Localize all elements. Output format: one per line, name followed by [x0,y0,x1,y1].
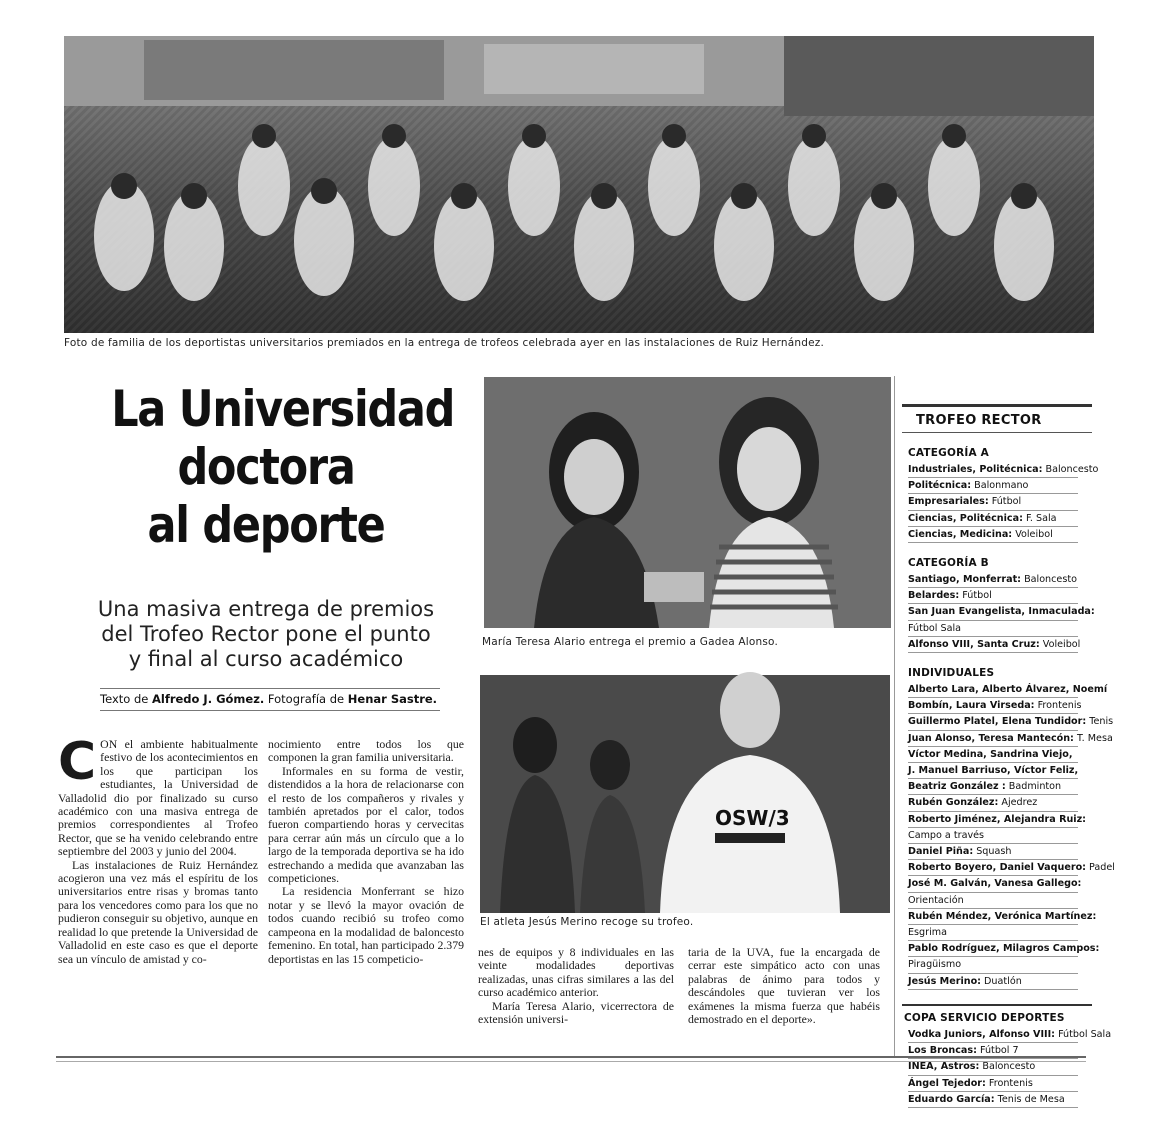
body-paragraph: La residencia Monferrant se hizo notar y se llevó la mayor ovación de todos cuando recibió su trofeo como campeona en la modalidad de baloncesto femenino. En total, han participado 2.379 deportistas en las 15 competicio- [268,884,464,966]
sidebar-trofeo-rector [902,404,1115,1108]
sidebar-item [908,1076,1078,1092]
sidebar-item [908,1092,1078,1108]
sidebar-item-winner: San Juan Evangelista, Inmaculada: [908,606,1095,618]
sidebar-item-winner: Beatriz González : [908,781,1006,793]
byline [100,692,437,706]
sidebar-item-sport: Tenis de Mesa [994,1093,1065,1105]
sidebar-item-sport: Fútbol Sala [1055,1028,1112,1040]
headline-line-2: doctora [177,438,355,496]
sidebar-item-sport: Squash [973,846,1012,858]
sidebar-item-sport: Badminton [1005,781,1062,793]
sidebar-item [908,812,1087,828]
sidebar-item [908,909,1097,925]
sidebar-item [908,747,1078,763]
sidebar-item [908,795,1078,811]
sidebar-item-winner: Pablo Rodríguez, Milagros Campos: [908,943,1100,955]
sidebar-item-sport: Fútbol 7 [976,1045,1019,1057]
sidebar-item [908,588,1078,604]
photo-award-alario-caption: María Teresa Alario entrega el premio a Gadea Alonso. [482,636,779,648]
sidebar-item [908,941,1100,957]
sidebar-item-sport: F. Sala [1022,512,1057,524]
body-column-1 [58,732,258,966]
sidebar-item [908,957,1078,973]
sidebar-item [908,511,1078,527]
sidebar-item-winner: Juan Alonso, Teresa Mantecón: [908,732,1074,744]
sidebar-item [908,844,1078,860]
sidebar-section-heading: CATEGORÍA B [908,557,989,570]
sidebar-item-winner: Alberto Lara, Alberto Álvarez, Noemí [908,684,1108,696]
sidebar-item-winner: Alfonso VIII, Santa Cruz: [908,638,1040,650]
shirt-text: OSW/3 [715,806,790,830]
sidebar-item [908,494,1078,510]
sidebar-item-sport: Baloncesto [1021,574,1077,586]
sidebar-item-winner: Politécnica: [908,480,972,492]
sidebar-item [908,731,1113,747]
sidebar-item-winner: Los Broncas: [908,1045,977,1057]
body-column-4 [688,946,880,1026]
sidebar-item [908,828,1078,844]
sidebar-item-sport: Orientación [908,894,964,906]
sidebar-item-sport: Baloncesto [979,1061,1036,1073]
sidebar-item-winner: Ciencias, Medicina: [908,528,1013,540]
sidebar-item [908,860,1115,876]
sidebar-title: TROFEO RECTOR [902,404,1092,433]
sidebar-section-heading: INDIVIDUALES [908,667,995,680]
sidebar-item [908,572,1078,588]
byline-photographer: Henar Sastre. [347,692,438,706]
drop-cap: C [58,732,97,792]
sidebar-item-winner: Belardes: [908,590,960,602]
photo-athlete-merino-caption: El atleta Jesús Merino recoge su trofeo. [480,916,694,928]
subheadline-line-1: Una masiva entrega de premios [97,597,435,621]
sidebar-item-sport: Voleibol [1039,638,1081,650]
subheadline-line-2: del Trofeo Rector pone el punto [101,622,431,646]
sidebar-section-heading: COPA SERVICIO DEPORTES [902,1004,1092,1024]
sidebar-item-sport: Duatlón [981,975,1022,987]
sidebar-item [908,637,1081,653]
sidebar-item [908,478,1078,494]
sidebar-item [908,714,1114,730]
sidebar-item-sport: Balonmano [971,480,1029,492]
sidebar-item [908,876,1082,892]
group-photo-illustration [64,36,1094,333]
headline [111,380,455,554]
body-paragraph: nes de equipos y 8 individuales en las veinte modalidades deportivas realizadas, unas cifras similares a las del curso académico anterior. [478,945,674,1000]
photo-athlete-merino-illustration [480,675,890,913]
photo-column-divider [894,376,895,1056]
sidebar-item-winner: José M. Galván, Vanesa Gallego: [908,878,1082,890]
sidebar-item-sport: Fútbol Sala [908,622,962,634]
byline-text-prefix: Texto de [100,692,152,706]
sidebar-item [908,925,1078,941]
sidebar-item-winner: Empresariales: [908,496,989,508]
body-paragraph: nocimiento entre todos los que componen la gran familia universitaria. [268,737,464,765]
sidebar-item [908,974,1078,990]
photo-award-alario [484,377,891,628]
body-text: ON el ambiente habitualmente festivo de los acontecimientos en los que participan los estudiantes, la Universidad de Valladolid dio por finalizado su curso académico con una masiva entrega de premios correspondientes al Trofeo Rector, que se ha venido celebrando entre septiembre del 2003 y junio del 2004. [58,737,258,859]
sidebar-item-winner: Ciencias, Politécnica: [908,512,1023,524]
sidebar-item-sport: T. Mesa [1073,732,1113,744]
sidebar-item-winner: Vodka Juniors, Alfonso VIII: [908,1028,1056,1040]
sidebar-item-winner: INEA, Astros: [908,1061,980,1073]
byline-author: Alfredo J. Gómez. [151,692,265,706]
sidebar-item-sport: Campo a través [908,829,985,841]
sidebar-item [908,682,1108,698]
sidebar-item [908,763,1078,779]
sidebar-item-winner: Industriales, Politécnica: [908,464,1043,475]
sidebar-item-winner: Jesús Merino: [908,975,981,987]
sidebar-section-heading: CATEGORÍA A [908,447,989,459]
sidebar-item-sport: Fútbol [988,496,1022,508]
sidebar-sections [902,447,1115,1108]
sidebar-item-sport: Fútbol [959,590,992,602]
sidebar-item-sport: Ajedrez [998,797,1038,809]
sidebar-item-winner: Santiago, Monferrat: [908,574,1022,586]
sidebar-item [908,604,1095,620]
sidebar-item [908,1027,1112,1043]
sidebar-item [908,527,1078,543]
body-paragraph [58,732,258,859]
sidebar-item-winner: Ángel Tejedor: [908,1077,986,1089]
sidebar-item-sport: Frontenis [985,1077,1033,1089]
byline-rule-top [100,688,440,689]
sidebar-item-sport: Piragüismo [908,959,962,971]
sidebar-item-winner: Víctor Medina, Sandrina Viejo, [908,748,1073,760]
sidebar-item-winner: Rubén Méndez, Verónica Martínez: [908,910,1097,922]
sidebar-item-winner: Roberto Boyero, Daniel Vaquero: [908,862,1086,874]
bottom-rule [56,1056,1086,1058]
sidebar-item-winner: Roberto Jiménez, Alejandra Ruiz: [908,813,1087,825]
byline-photo-prefix: Fotografía de [264,692,348,706]
byline-rule-bottom [100,710,440,711]
photo-award-alario-illustration [484,377,891,628]
sidebar-item-sport: Frontenis [1034,700,1082,712]
sidebar-item-winner: Daniel Piña: [908,846,974,858]
group-photo [64,36,1094,333]
body-paragraph: María Teresa Alario, vicerrectora de extensión universi- [478,998,674,1027]
group-photo-caption: Foto de familia de los deportistas universitarios premiados en la entrega de trofeos celebrada ayer en las instalaciones de Ruiz Hernández. [64,337,825,349]
headline-line-1: La Universidad [111,380,455,438]
photo-athlete-merino [480,675,890,913]
body-paragraph: Las instalaciones de Ruiz Hernández acogieron una vez más el espíritu de los universitarios entre risas y bromas tanto para los vencedores como para los que no pudieron conseguir su objetivo, aunque en realidad lo que pretende la Universidad de Valladolid en este caso es que el deporte sea un vínculo de amistad y co- [58,857,258,966]
sidebar-item [908,779,1078,795]
body-column-3 [478,946,674,1026]
sidebar-item [908,621,1078,637]
sidebar-item-winner: J. Manuel Barriuso, Víctor Feliz, [908,765,1079,777]
bottom-rule-thin [56,1061,1086,1062]
sidebar-item-winner: Bombín, Laura Virseda: [908,700,1035,712]
sidebar-item-sport: Voleibol [1012,528,1053,540]
sidebar-item-winner: Eduardo García: [908,1093,995,1105]
body-paragraph: taria de la UVA, fue la encargada de cerrar este simpático acto con unas palabras de ánimo para todos y descándoles que tuvieran ver los exámenes la misma fuerza que habéis demostrado en el deporte». [688,945,880,1027]
subheadline [86,597,446,672]
sidebar-item-sport: Tenis [1086,716,1114,728]
sidebar-item-winner: Guillermo Platel, Elena Tundidor: [908,716,1087,728]
sidebar-item-sport: Padel [1086,862,1115,874]
sidebar-item-sport: Esgrima [908,927,947,939]
sidebar-item [908,462,1099,478]
sidebar-item [908,698,1082,714]
sidebar-item-sport: Baloncesto [1042,464,1099,475]
body-paragraph: Informales en su forma de vestir, distendidos a la hora de relacionarse con el resto de los compañeros y rivales y también apretados por el calor, todos fueron compartiendo horas y cervecitas para cerrar aún más un círculo que a lo largo de la temporada deportiva se ha ido estrechando a medida que avanzaban las competiciones. [268,763,464,886]
headline-line-3: al deporte [147,496,385,554]
sidebar-item-winner: Rubén González: [908,797,999,809]
sidebar-item [908,893,1078,909]
body-column-2 [268,738,464,966]
subheadline-line-3: y final al curso académico [128,647,404,671]
